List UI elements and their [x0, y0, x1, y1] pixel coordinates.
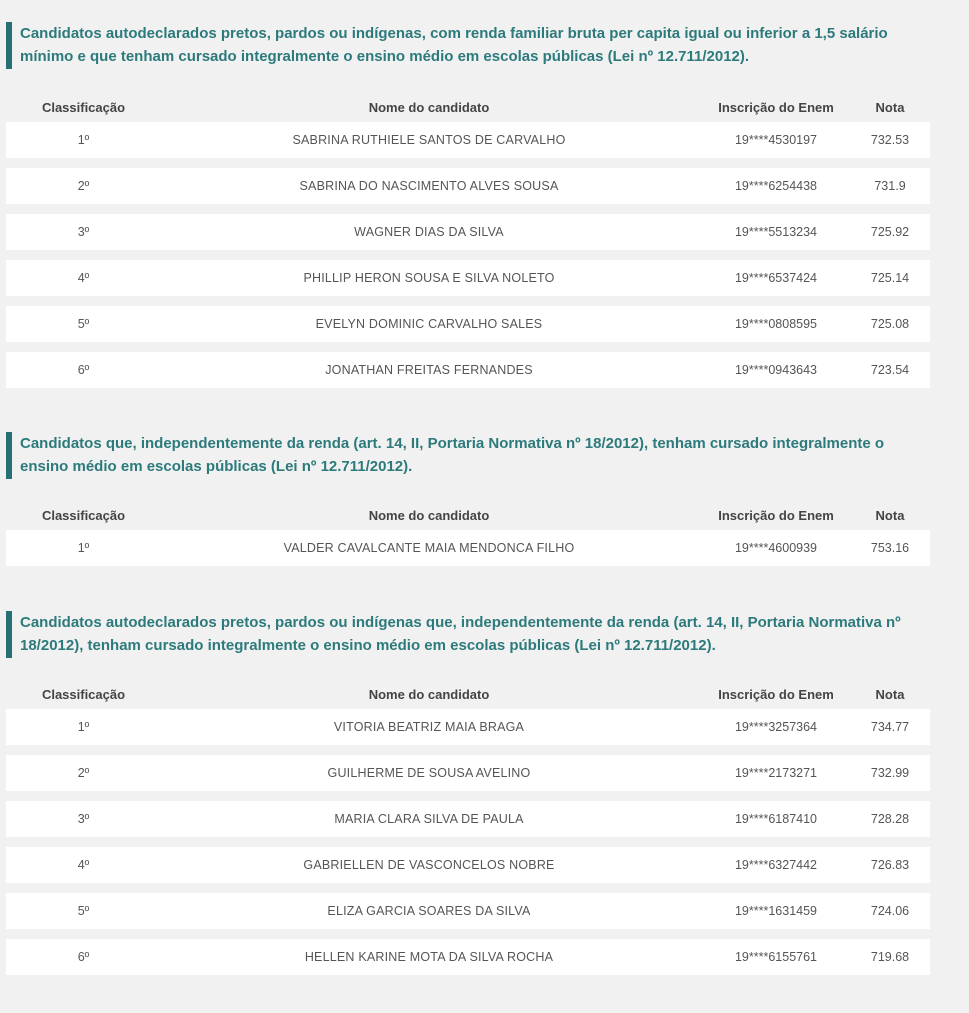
enem-cell: 19****6537424	[734, 271, 818, 285]
table-header	[6, 100, 930, 122]
score-cell: 726.83	[870, 858, 910, 872]
enem-cell: 19****4530197	[734, 133, 818, 147]
rank-cell: 1º	[77, 133, 90, 147]
col-enem-header: Inscrição do Enem	[718, 100, 834, 115]
table-row	[6, 168, 930, 204]
enem-cell: 19****0808595	[734, 317, 818, 331]
name-cell: ELIZA GARCIA SOARES DA SILVA	[327, 904, 531, 918]
table-row	[6, 214, 930, 250]
name-cell: GABRIELLEN DE VASCONCELOS NOBRE	[303, 858, 555, 872]
score-cell: 725.92	[870, 225, 910, 239]
rank-cell: 4º	[77, 271, 90, 285]
name-cell: JONATHAN FREITAS FERNANDES	[325, 363, 533, 377]
table-row	[6, 352, 930, 388]
rank-cell: 1º	[77, 541, 90, 555]
quota-section-1	[6, 22, 930, 398]
name-cell: PHILLIP HERON SOUSA E SILVA NOLETO	[303, 271, 555, 285]
table-row	[6, 530, 930, 566]
name-cell: MARIA CLARA SILVA DE PAULA	[334, 812, 524, 826]
table-row	[6, 260, 930, 296]
col-rank-header: Classificação	[41, 508, 126, 523]
enem-cell: 19****6187410	[734, 812, 818, 826]
section-title: Candidatos que, independentemente da renda (art. 14, II, Portaria Normativa nº 18/2012), tenham cursado integralmente o ensino médio em escolas públicas (Lei nº 12.711/2012).	[6, 432, 930, 478]
score-cell: 719.68	[870, 950, 910, 964]
col-name-header: Nome do candidato	[368, 508, 490, 523]
table-header	[6, 687, 930, 709]
section-title: Candidatos autodeclarados pretos, pardos ou indígenas, com renda familiar bruta per capita igual ou inferior a 1,5 salário mínimo e que tenham cursado integralmente o ensino médio em escolas públicas (Lei nº 12.711/2012).	[6, 22, 930, 68]
table-row	[6, 709, 930, 745]
table-row	[6, 893, 930, 929]
ranking-table	[6, 530, 930, 566]
col-score-header: Nota	[875, 100, 905, 115]
rank-cell: 2º	[77, 179, 90, 193]
name-cell: SABRINA DO NASCIMENTO ALVES SOUSA	[299, 179, 559, 193]
score-cell: 734.77	[870, 720, 910, 734]
col-name-header: Nome do candidato	[368, 687, 490, 702]
enem-cell: 19****1631459	[734, 904, 818, 918]
col-score-header: Nota	[875, 508, 905, 523]
score-cell: 731.9	[874, 179, 906, 193]
score-cell: 732.99	[870, 766, 910, 780]
rank-cell: 6º	[77, 363, 90, 377]
name-cell: EVELYN DOMINIC CARVALHO SALES	[315, 317, 543, 331]
score-cell: 753.16	[870, 541, 910, 555]
score-cell: 723.54	[870, 363, 910, 377]
enem-cell: 19****2173271	[734, 766, 818, 780]
name-cell: SABRINA RUTHIELE SANTOS DE CARVALHO	[292, 133, 566, 147]
table-row	[6, 755, 930, 791]
table-row	[6, 801, 930, 837]
table-row	[6, 939, 930, 975]
name-cell: VALDER CAVALCANTE MAIA MENDONCA FILHO	[283, 541, 575, 555]
enem-cell: 19****6254438	[734, 179, 818, 193]
name-cell: WAGNER DIAS DA SILVA	[354, 225, 504, 239]
rank-cell: 1º	[77, 720, 90, 734]
ranking-table	[6, 709, 930, 975]
rank-cell: 5º	[77, 904, 90, 918]
rank-cell: 6º	[77, 950, 90, 964]
enem-cell: 19****5513234	[734, 225, 818, 239]
col-score-header: Nota	[875, 687, 905, 702]
enem-cell: 19****4600939	[734, 541, 818, 555]
table-row	[6, 122, 930, 158]
ranking-table	[6, 122, 930, 388]
col-rank-header: Classificação	[41, 100, 126, 115]
col-name-header: Nome do candidato	[368, 100, 490, 115]
score-cell: 728.28	[870, 812, 910, 826]
quota-section-3	[6, 611, 930, 985]
table-row	[6, 306, 930, 342]
rank-cell: 3º	[77, 812, 90, 826]
enem-cell: 19****0943643	[734, 363, 818, 377]
table-row	[6, 847, 930, 883]
name-cell: GUILHERME DE SOUSA AVELINO	[327, 766, 531, 780]
score-cell: 725.08	[870, 317, 910, 331]
rank-cell: 4º	[77, 858, 90, 872]
enem-cell: 19****6155761	[734, 950, 818, 964]
name-cell: VITORIA BEATRIZ MAIA BRAGA	[333, 720, 525, 734]
section-title: Candidatos autodeclarados pretos, pardos ou indígenas que, independentemente da renda (art. 14, II, Portaria Normativa nº 18/2012), tenham cursado integralmente o ensino médio em escolas públicas (Lei nº 12.711/2012).	[6, 611, 930, 657]
name-cell: HELLEN KARINE MOTA DA SILVA ROCHA	[304, 950, 554, 964]
quota-section-2	[6, 432, 930, 576]
col-enem-header: Inscrição do Enem	[718, 508, 834, 523]
enem-cell: 19****6327442	[734, 858, 818, 872]
rank-cell: 3º	[77, 225, 90, 239]
score-cell: 724.06	[870, 904, 910, 918]
col-rank-header: Classificação	[41, 687, 126, 702]
rank-cell: 2º	[77, 766, 90, 780]
enem-cell: 19****3257364	[734, 720, 818, 734]
col-enem-header: Inscrição do Enem	[718, 687, 834, 702]
table-header	[6, 508, 930, 530]
rank-cell: 5º	[77, 317, 90, 331]
score-cell: 732.53	[870, 133, 910, 147]
score-cell: 725.14	[870, 271, 910, 285]
